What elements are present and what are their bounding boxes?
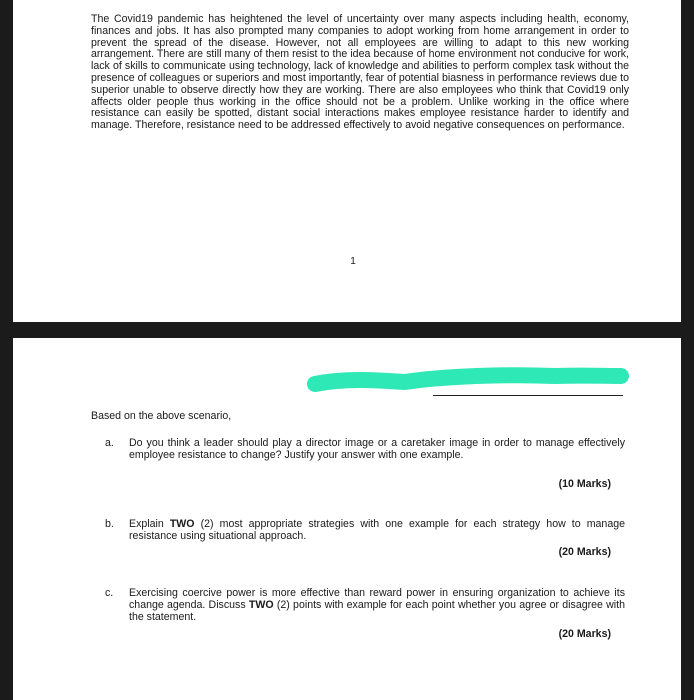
question-c: [105, 587, 625, 627]
marks-label: (20 Marks): [558, 546, 611, 558]
highlighter-redaction-mark: [305, 370, 623, 396]
underline-rule: [433, 395, 623, 396]
question-text: Explain TWO (2) most appropriate strategies with one example for each strategy how to manage resistance using situational approach.: [129, 518, 625, 542]
question-a: [105, 437, 625, 477]
document-page-1: [13, 0, 681, 322]
marks-label: (20 Marks): [558, 628, 611, 640]
scenario-paragraph: The Covid19 pandemic has heightened the level of uncertainty over many aspects including health, economy, finances and jobs. It has also prompted many companies to adopt working from home arrangement in order to prevent the spread of the disease. However, not all employees are willing to adapt to this new working arrangement. There are still many of them resist to the idea because of home environment not conducive for work, lack of skills to communicate using technology, lack of knowledge and abilities to perform complex task without the presence of colleagues or superiors and most importantly, fear of potential biasness in performance reviews due to superior unable to observe directly how they are working. There are also employees who think that Covid19 only affects older people thus working in the office should not be a problem. Unlike working in the office where resistance can easily be spotted, distant social interactions makes employee resistance harder to identify and manage. Therefore, resistance need to be addressed effectively to avoid negative consequences on performance.: [91, 13, 629, 132]
question-letter: b.: [105, 518, 114, 530]
question-b: [105, 518, 625, 546]
page-number: 1: [350, 256, 356, 267]
question-text: Do you think a leader should play a director image or a caretaker image in order to manage effectively employee resistance to change? Justify your answer with one example.: [129, 437, 625, 461]
instructions-text: Based on the above scenario,: [91, 410, 232, 422]
document-page-2: [13, 338, 681, 700]
question-letter: c.: [105, 587, 114, 599]
marks-label: (10 Marks): [558, 478, 611, 490]
question-text: Exercising coercive power is more effective than reward power in ensuring organization to achieve its change agenda. Discuss TWO (2) points with example for each point whether you agree or disagree with the statement.: [129, 587, 625, 623]
question-letter: a.: [105, 437, 114, 449]
